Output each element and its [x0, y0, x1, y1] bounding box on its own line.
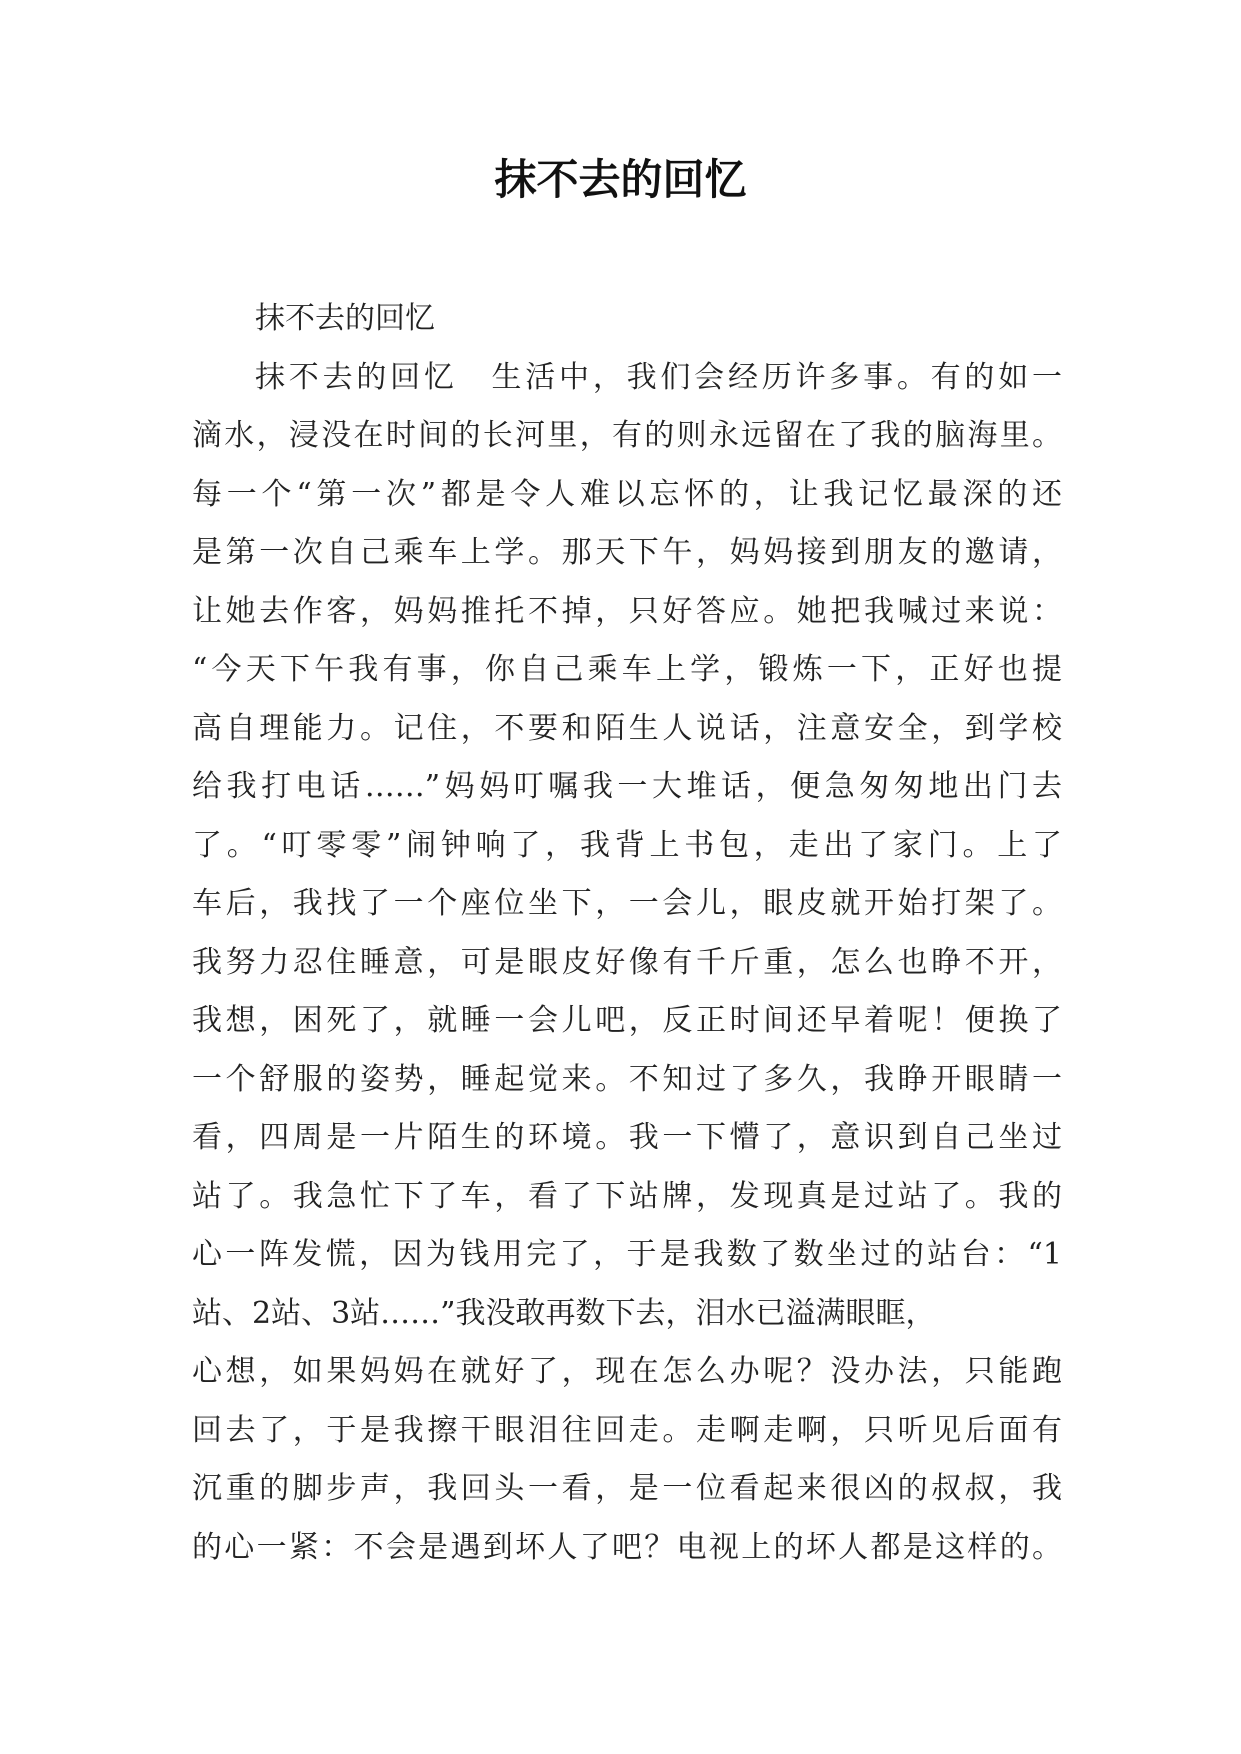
body-line: 心想，如果妈妈在就好了，现在怎么办呢？没办法，只能跑	[192, 1354, 1062, 1389]
body-line: 回去了，于是我擦干眼泪往回走。走啊走啊，只听见后面有	[192, 1412, 1062, 1448]
body-line: 了。“叮零零”闹钟响了，我背上书包，走出了家门。上了	[192, 827, 1062, 863]
body-line: 车后，我找了一个座位坐下，一会儿，眼皮就开始打架了。	[192, 886, 1062, 921]
body-line: 心一阵发慌，因为钱用完了，于是我数了数坐过的站台：“1	[192, 1237, 1062, 1272]
body-line: 让她去作客，妈妈推托不掉，只好答应。她把我喊过来说：	[192, 593, 1062, 629]
body-line: “今天下午我有事，你自己乘车上学，锻炼一下，正好也提	[192, 652, 1062, 687]
body-line: 站了。我急忙下了车，看了下站牌，发现真是过站了。我的	[192, 1178, 1062, 1214]
body-line: 我努力忍住睡意，可是眼皮好像有千斤重，怎么也睁不开，	[192, 944, 1062, 980]
body-line: 的心一紧：不会是遇到坏人了吧？电视上的坏人都是这样的。	[192, 1529, 1062, 1565]
document-title: 抹不去的回忆	[494, 155, 747, 204]
body-line: 抹不去的回忆 生活中，我们会经历许多事。有的如一	[255, 359, 1062, 395]
body-line: 沉重的脚步声，我回头一看，是一位看起来很凶的叔叔，我	[192, 1471, 1062, 1506]
body-line: 我想，困死了，就睡一会儿吧，反正时间还早着呢！便换了	[192, 1003, 1062, 1038]
body-line: 站、2站、3站……”我没敢再数下去，泪水已溢满眼眶，	[192, 1295, 936, 1331]
body-line: 看，四周是一片陌生的环境。我一下懵了，意识到自己坐过	[192, 1120, 1062, 1155]
body-line: 滴水，浸没在时间的长河里，有的则永远留在了我的脑海里。	[192, 418, 1062, 453]
body-line: 一个舒服的姿势，睡起觉来。不知过了多久，我睁开眼睛一	[192, 1061, 1062, 1097]
body-line: 抹不去的回忆	[255, 301, 435, 336]
body-line: 高自理能力。记住，不要和陌生人说话，注意安全，到学校	[192, 710, 1062, 746]
body-line: 给我打电话……”妈妈叮嘱我一大堆话，便急匆匆地出门去	[192, 769, 1062, 804]
document-body	[192, 290, 1062, 1577]
body-line: 每一个“第一次”都是令人难以忘怀的，让我记忆最深的还	[192, 476, 1062, 512]
body-line: 是第一次自己乘车上学。那天下午，妈妈接到朋友的邀请，	[192, 535, 1062, 570]
